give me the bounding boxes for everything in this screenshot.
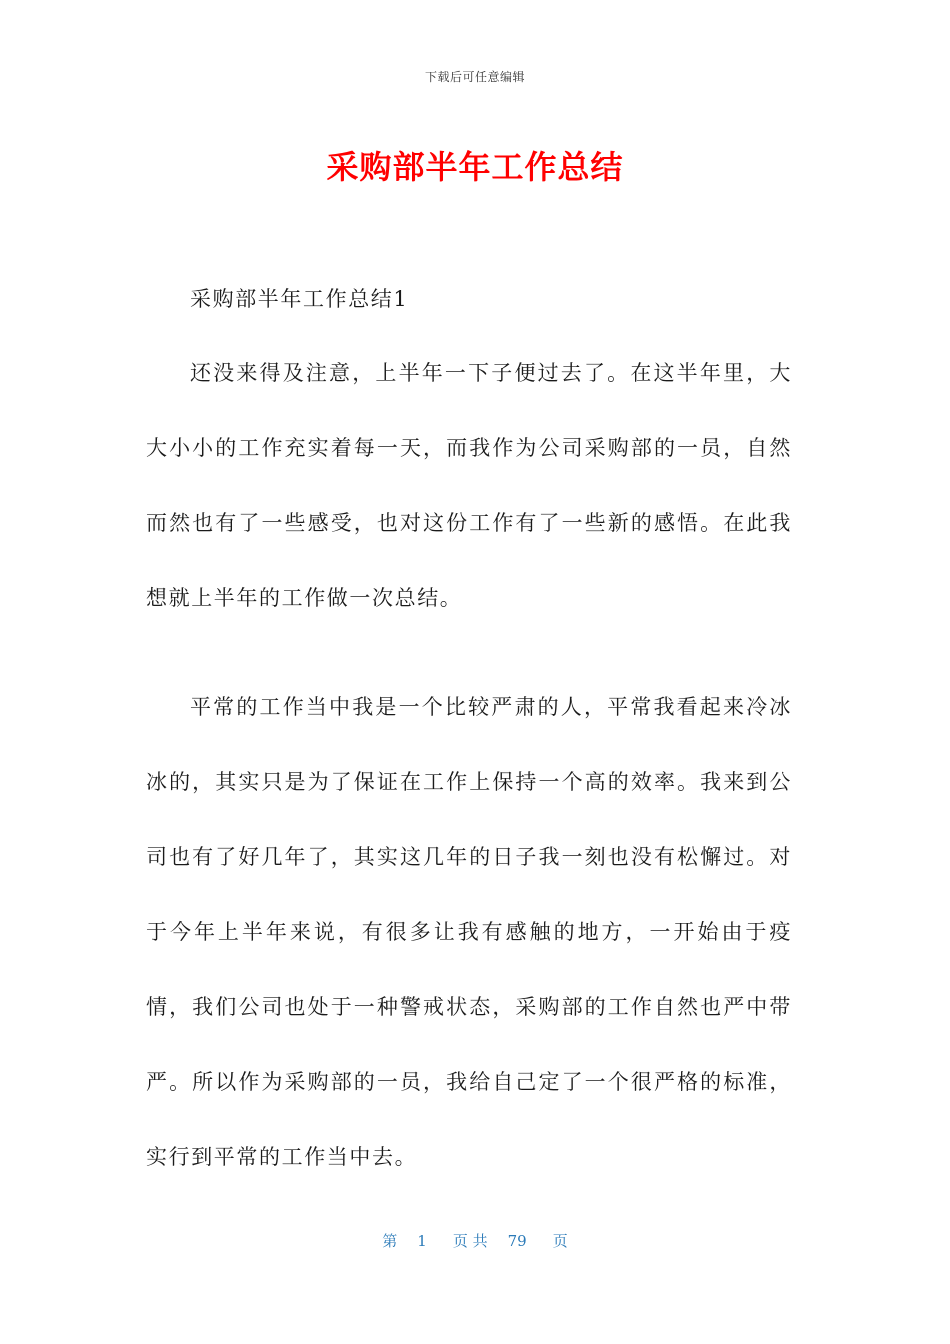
footer-page-prefix: 第 — [382, 1232, 398, 1250]
page-footer — [0, 1230, 950, 1251]
section-subheading: 采购部半年工作总结1 — [190, 287, 409, 311]
paragraph-2: 平常的工作当中我是一个比较严肃的人，平常我看起来冷冰冰的，其实只是为了保证在工作上保持一个高的效率。我来到公司也有了好几年了，其实这几年的日子我一刻也没有松懈过。对于今年上半年来说，有很多让我有感触的地方，一开始由于疫情，我们公司也处于一种警戒状态，采购部的工作自然也严中带严。所以作为采购部的一员，我给自己定了一个很严格的标准，实行到平常的工作当中去。 — [146, 695, 792, 1169]
footer-page-mid: 页 共 — [452, 1232, 488, 1250]
footer-page-total: 79 — [507, 1232, 527, 1250]
paragraph-1: 还没来得及注意，上半年一下子便过去了。在这半年里，大大小小的工作充实着每一天，而我作为公司采购部的一员，自然而然也有了一些感受，也对这份工作有了一些新的感悟。在此我想就上半年的工作做一次总结。 — [146, 361, 792, 610]
document-title: 采购部半年工作总结 — [326, 148, 624, 186]
footer-page-number: 1 — [417, 1232, 427, 1250]
document-body — [146, 280, 792, 1231]
header-note: 下载后可任意编辑 — [424, 70, 525, 84]
footer-page-suffix: 页 — [552, 1232, 568, 1250]
